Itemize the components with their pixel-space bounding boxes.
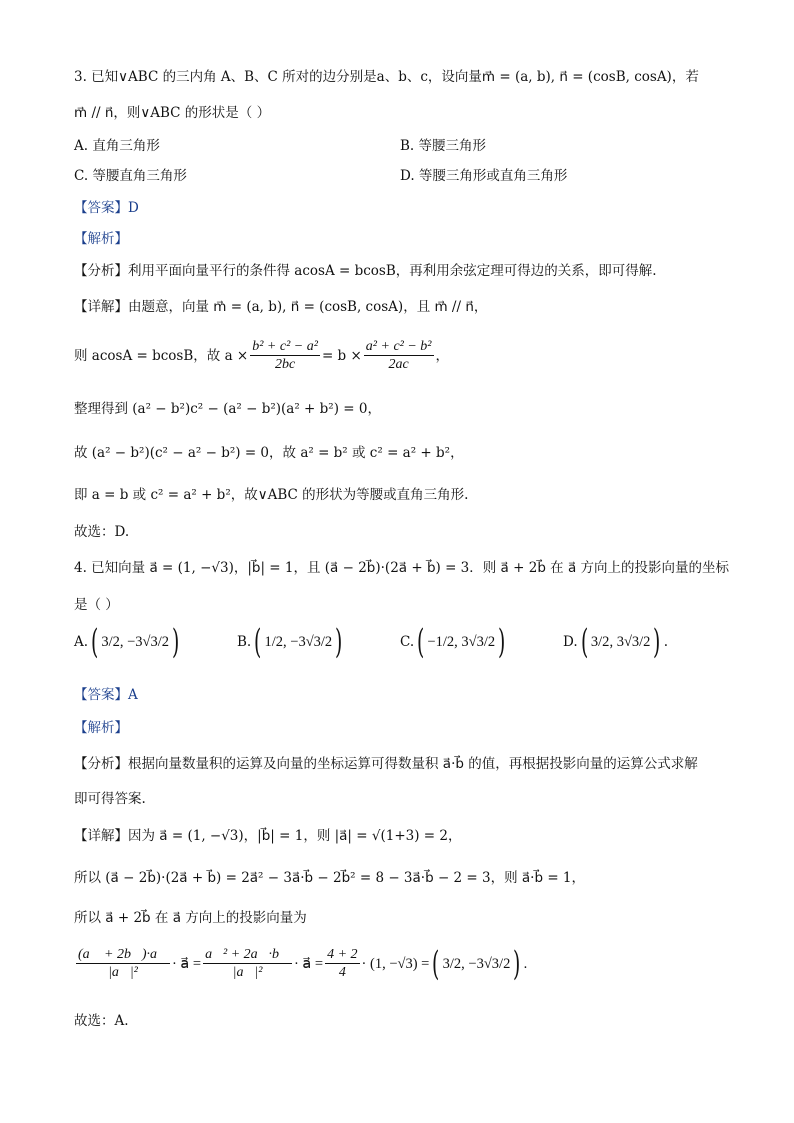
q4-analysis-label: 【解析】 [74,720,128,736]
q3-then-end: ， [435,347,449,364]
q3-choose: 故选：D. [74,524,130,540]
q4-formula-mid-1: · a⃗ = [171,955,202,972]
left-paren-icon: ( [417,622,425,662]
q3-derivation-fractions [74,338,449,373]
q4-formula-fraction-2-denominator: |a⃗|² [232,965,263,980]
q3-then-prefix: 则 acosA = bcosB，故 a × [74,347,249,364]
q3-analysis-label: 【解析】 [74,231,128,247]
q3-fraction-2-numerator: a² + c² − b² [365,339,432,354]
q4-analysis-fenxi-2: 即可得答案. [74,791,146,807]
q3-fraction-1-numerator: b² + c² − a² [252,339,318,354]
q4-option-a: A. ( 3/2 , −3√3/2 ) [74,622,180,662]
q3-stem-line-1: 3. 已知∨ABC 的三内角 A、B、C 所对的边分别是a、b、c，设向量m⃗ = (a, b), n⃗ = (cosB, cosA)，若 [74,69,699,85]
q4-option-b-x: 1/2 [264,634,284,650]
q4-option-b-label: B. [237,634,252,650]
right-paren-icon: ) [498,622,506,662]
left-paren-icon: ( [254,622,262,662]
q3-fraction-1-denominator: 2bc [274,357,296,372]
q3-fraction-1 [250,338,320,373]
q4-option-c-y: 3√3/2 [461,634,496,650]
q3-option-c: C. 等腰直角三角形 [74,168,187,184]
q3-stem-line-2: m⃗ // n⃗，则∨ABC 的形状是（ ） [74,105,271,121]
q3-answer: 【答案】D [74,200,139,216]
right-paren-icon: ) [335,622,343,662]
q4-formula-fraction-3-numerator: 4 + 2 [327,947,358,962]
q4-option-d-end: . [663,634,668,650]
q4-so-line: 所以 (a⃗ − 2b⃗)·(2a⃗ + b⃗) = 2a⃗² − 3a⃗·b⃗ − 2b⃗² = 8 − 3a⃗·b⃗ − 2 = 3，则 a⃗·b⃗ = 1， [74,870,586,886]
q4-option-d-label: D. [563,634,578,650]
q4-projection-line: 所以 a⃗ + 2b⃗ 在 a⃗ 方向上的投影向量为 [74,910,307,926]
q4-option-c-label: C. [400,634,415,650]
q4-answer: 【答案】A [74,687,138,703]
q4-option-c: C. ( −1/2 , 3√3/2 ) [400,622,506,662]
q4-stem-line-2: 是（ ） [74,597,119,613]
q4-formula-result-y: −3√3/2 [468,955,511,972]
q3-fraction-2 [364,338,434,373]
q3-option-b: B. 等腰三角形 [400,138,487,154]
q4-option-a-x: 3/2 [101,634,120,650]
q4-formula-mid-3: · (1, −√3) = [361,955,430,972]
right-paren-icon: ) [172,622,180,662]
q4-option-a-label: A. [74,634,89,650]
left-paren-icon: ( [432,943,440,984]
q3-fraction-2-denominator: 2ac [388,357,409,372]
q4-option-c-x: −1/2 [427,634,455,650]
q4-formula-fraction-1-numerator: (a⃗ + 2b⃗)·a⃗ [78,947,168,962]
q4-analysis-xiangjie: 【详解】因为 a⃗ = (1, −√3)，|b⃗| = 1，则 |a⃗| = √(1+3) = 2， [74,828,462,844]
q3-analysis-fenxi: 【分析】利用平面向量平行的条件得 acosA = bcosB，再利用余弦定理可得边的关系，即可得解. [74,263,657,279]
q4-projection-formula: $\frac{(a⃗ + 2b⃗)\cdot a⃗}{\text{|a⃗|²}}$ · a⃗ = $\frac{\text{a⃗² + 2a⃗·b⃗}}{\text{|a⃗|²}}$ · a⃗ = $\frac{4 + 2}{4}$ · (1, −√3) = ( 3/2 , −3√3/2 ) . [78,943,528,984]
q4-option-b: B. ( 1/2 , −3√3/2 ) [237,622,343,662]
q4-option-a-y: −3√3/2 [127,634,170,650]
q3-arrange-line: 整理得到 (a² − b²)c² − (a² − b²)(a² + b²) = 0， [74,401,381,417]
q3-option-a: A. 直角三角形 [74,138,160,154]
right-paren-icon: ) [513,943,521,984]
q3-then-mid: = b × [321,347,362,364]
q4-formula-fraction-3-denominator: 4 [338,965,346,980]
q4-option-d: D. ( 3/2 , 3√3/2 ) . [563,622,668,662]
left-paren-icon: ( [580,622,588,662]
q4-formula-fraction-3 [325,946,359,981]
q4-formula-fraction-2-numerator: a⃗² + 2a⃗·b⃗ [205,947,290,962]
q4-option-b-y: −3√3/2 [290,634,333,650]
q3-so-line: 故 (a² − b²)(c² − a² − b²) = 0，故 a² = b² 或 c² = a² + b²， [74,445,464,461]
q4-formula-mid-2: · a⃗ = [293,955,324,972]
q4-stem-line-1: 4. 已知向量 a⃗ = (1, −√3)，|b⃗| = 1，且 (a⃗ − 2b⃗)·(2a⃗ + b⃗) = 3．则 a⃗ + 2b⃗ 在 a⃗ 方向上的投影向量的坐标 [74,560,730,576]
q4-option-d-x: 3/2 [590,634,610,650]
q3-conclusion-line: 即 a = b 或 c² = a² + b²，故∨ABC 的形状为等腰或直角三角形. [74,487,469,503]
q4-option-d-y: 3√3/2 [616,634,651,650]
right-paren-icon: ) [653,622,661,662]
q4-formula-end: . [523,955,528,972]
q4-analysis-fenxi-1: 【分析】根据向量数量积的运算及向量的坐标运算可得数量积 a⃗·b⃗ 的值，再根据投影向量的运算公式求解 [74,756,698,772]
left-paren-icon: ( [91,622,99,662]
q3-option-d: D. 等腰三角形或直角三角形 [400,168,568,184]
q4-formula-fraction-1 [76,946,170,981]
q4-choose: 故选：A. [74,1013,129,1029]
q3-analysis-xiangjie: 【详解】由题意，向量 m⃗ = (a, b), n⃗ = (cosB, cosA)，且 m⃗ // n⃗， [74,299,488,315]
q4-formula-result-x: 3/2 [442,955,462,972]
q4-formula-fraction-1-denominator: |a⃗|² [108,965,138,980]
q4-formula-fraction-2 [203,946,292,981]
